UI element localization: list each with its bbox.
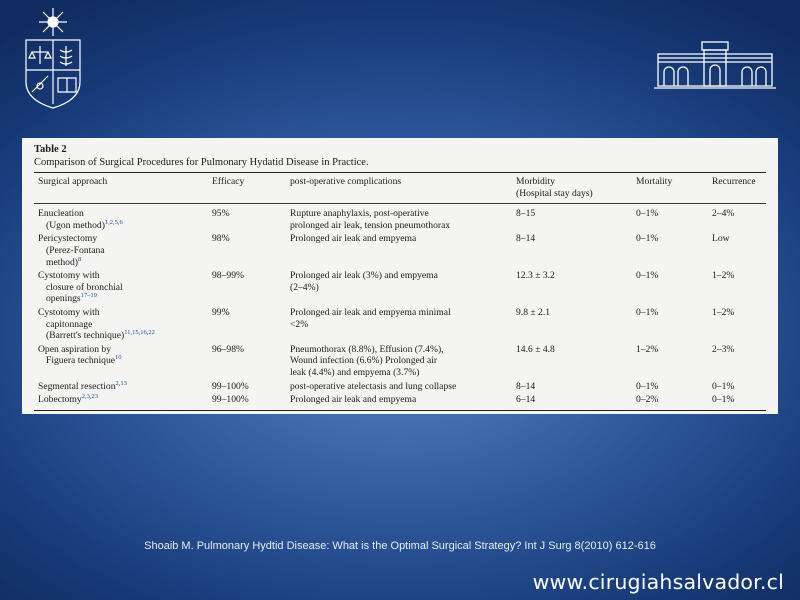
morbidity-cell: 6–14 <box>516 394 536 406</box>
approach-line: (Ugon method) <box>46 219 105 231</box>
recurrence-cell: 1–2% <box>712 270 735 282</box>
column-header <box>516 176 636 199</box>
column-header <box>636 176 712 199</box>
surgical-approach-cell <box>38 379 212 393</box>
mortality-cell: 0–1% <box>636 208 659 220</box>
complication-line: (2–4%) <box>290 281 319 293</box>
column-header-label: Efficacy <box>212 176 245 187</box>
approach-line: Pericystectomy <box>38 233 98 245</box>
approach-line: (Perez-Fontana <box>46 244 105 256</box>
efficacy-cell: 96–98% <box>212 343 244 355</box>
morbidity-cell: 14.6 ± 4.8 <box>516 343 555 355</box>
recurrence-cell: 0–1% <box>712 380 735 392</box>
approach-line: closure of bronchial <box>46 281 123 293</box>
surgical-approach-cell <box>38 305 212 342</box>
approach-line: Cystotomy with <box>38 270 100 282</box>
morbidity-cell: 12.3 ± 3.2 <box>516 270 555 282</box>
complication-line: post-operative atelectasis and lung collapse <box>290 380 457 392</box>
efficacy-cell: 99% <box>212 306 230 318</box>
approach-line: Open aspiration by <box>38 343 112 355</box>
approach-line: method) <box>46 256 78 268</box>
recurrence-cell: Low <box>712 233 730 245</box>
complications-cell <box>290 206 516 231</box>
mortality-cell: 0–1% <box>636 233 659 245</box>
column-header-label: Morbidity <box>516 176 555 187</box>
mortality-cell: 0–1% <box>636 306 659 318</box>
reference-link[interactable]: 2,3,23 <box>81 392 98 400</box>
reference-link[interactable]: 2,13 <box>115 379 127 387</box>
complication-line: leak (4.4%) and empyema (3.7%) <box>290 366 420 378</box>
efficacy-cell: 99–100% <box>212 394 249 406</box>
complications-cell <box>290 342 516 379</box>
complication-line: prolonged air leak, tension pneumothorax <box>290 219 451 231</box>
complication-line: Prolonged air leak and empyema minimal <box>290 306 451 318</box>
table-header <box>34 173 766 203</box>
approach-line: Cystotomy with <box>38 306 100 318</box>
complication-line: Prolonged air leak and empyema <box>290 233 417 245</box>
recurrence-cell: 2–3% <box>712 343 735 355</box>
column-header-label: Recurrence <box>712 176 756 187</box>
mortality-cell: 0–2% <box>636 394 659 406</box>
reference-link[interactable]: 8 <box>77 255 82 263</box>
table-title: Table 2 <box>34 144 67 155</box>
table-caption: Comparison of Surgical Procedures for Pulmonary Hydatid Disease in Practice. <box>34 157 369 168</box>
column-header-label: post-operative complications <box>290 176 402 187</box>
approach-line: Enucleation <box>38 208 84 220</box>
recurrence-cell: 2–4% <box>712 208 735 220</box>
column-header <box>712 176 776 199</box>
column-header-sub: (Hospital stay days) <box>516 187 593 199</box>
surgical-approach-cell <box>38 231 212 268</box>
approach-line: Segmental resection <box>38 380 116 392</box>
complication-line: <2% <box>290 318 309 330</box>
recurrence-cell: 1–2% <box>712 306 735 318</box>
approach-line: capitonnage <box>46 318 93 330</box>
reference-link[interactable]: 1,2,5,6 <box>104 218 123 226</box>
recurrence-cell: 0–1% <box>712 394 735 406</box>
column-header-label: Surgical approach <box>38 176 108 187</box>
efficacy-cell: 95% <box>212 208 230 220</box>
complications-cell <box>290 379 516 393</box>
efficacy-cell: 98% <box>212 233 230 245</box>
complications-cell <box>290 392 516 406</box>
approach-line: Figuera technique <box>46 355 115 367</box>
reference-link[interactable]: 11,15,16,22 <box>124 328 155 336</box>
complications-cell <box>290 231 516 268</box>
morbidity-cell: 9.8 ± 2.1 <box>516 306 551 318</box>
efficacy-cell: 99–100% <box>212 380 249 392</box>
morbidity-cell: 8–15 <box>516 208 536 220</box>
column-header <box>38 176 212 199</box>
mortality-cell: 1–2% <box>636 343 659 355</box>
efficacy-cell: 98–99% <box>212 270 244 282</box>
hospital-building-logo <box>652 40 778 90</box>
complication-line: Rupture anaphylaxis, post-operative <box>290 208 429 220</box>
website-url: www.cirugiahsalvador.cl <box>532 570 784 594</box>
complication-line: Prolonged air leak and empyema <box>290 394 417 406</box>
table-body <box>34 204 766 410</box>
university-crest-logo <box>22 8 84 110</box>
reference-link[interactable]: 10 <box>115 354 122 362</box>
reference-link[interactable]: 17–19 <box>80 292 97 300</box>
approach-line: Lobectomy <box>38 394 82 406</box>
complications-cell <box>290 268 516 305</box>
approach-line: (Barrett's technique) <box>46 330 125 342</box>
morbidity-cell: 8–14 <box>516 380 536 392</box>
column-header <box>212 176 290 199</box>
surgical-approach-cell <box>38 342 212 379</box>
mortality-cell: 0–1% <box>636 380 659 392</box>
surgical-approach-cell <box>38 392 212 406</box>
column-header-label: Mortality <box>636 176 673 187</box>
column-header <box>290 176 516 199</box>
morbidity-cell: 8–14 <box>516 233 536 245</box>
citation-text: Shoaib M. Pulmonary Hydtid Disease: What is the Optimal Surgical Strategy? Int J Surg 8(2010) 612-616 <box>144 540 656 552</box>
surgical-approach-cell <box>38 268 212 305</box>
complications-cell <box>290 305 516 342</box>
approach-line: openings <box>46 293 81 305</box>
complication-line: Wound infection (6.6%) Prolonged air <box>290 355 438 367</box>
surgical-approach-cell <box>38 206 212 231</box>
complication-line: Pneumothorax (8.8%), Effusion (7.4%), <box>290 343 444 355</box>
mortality-cell: 0–1% <box>636 270 659 282</box>
table-card <box>22 138 778 414</box>
complication-line: Prolonged air leak (3%) and empyema <box>290 270 438 282</box>
